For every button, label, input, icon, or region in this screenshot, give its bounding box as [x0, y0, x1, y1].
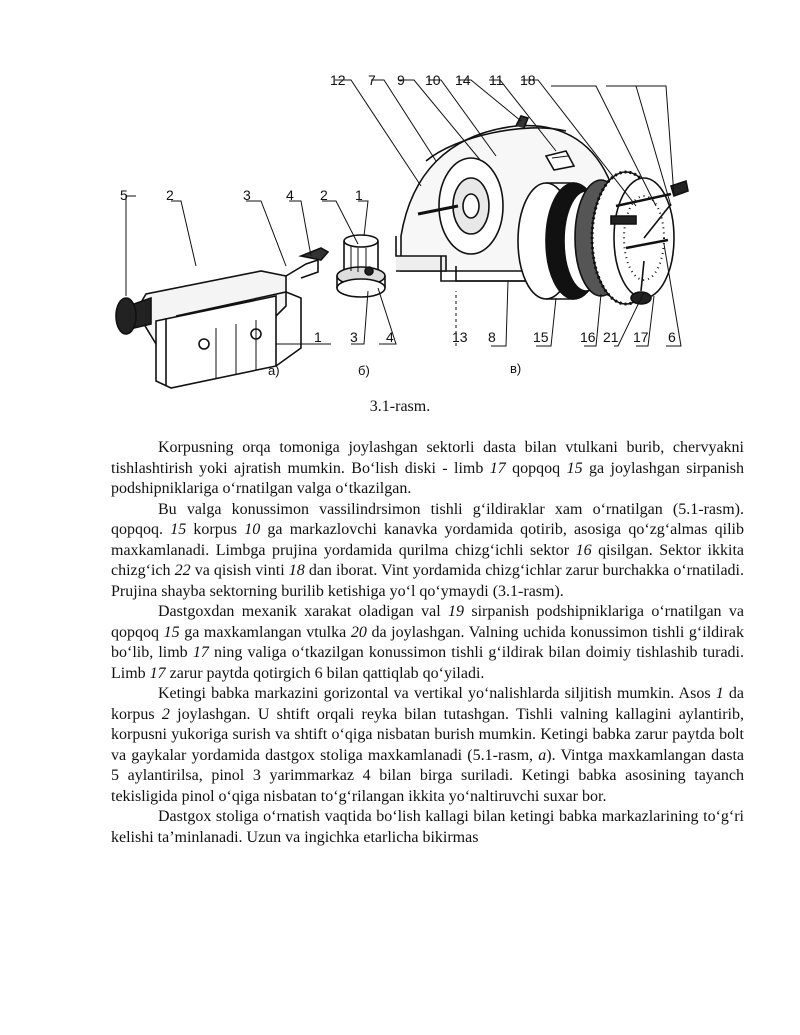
text-run: Korpusning orqa tomoniga joylashgan sektorli dasta bilan vtulkani burib, chervyakni tishlashtirish yoki ajratish mumkin. Bo‘lish diski - limb — [111, 439, 744, 477]
figure-label-a-5: 5 — [120, 187, 128, 203]
figure-label-a-3: 3 — [243, 187, 251, 203]
figure-label-10: 10 — [425, 72, 441, 88]
figure-label-c-16: 16 — [580, 329, 596, 345]
italic-reference: 22 — [174, 562, 191, 579]
italic-reference: 10 — [244, 521, 261, 538]
italic-reference: 18 — [288, 562, 305, 579]
text-run: korpus — [186, 521, 245, 538]
text-run: Dastgox stoliga o‘rnatish vaqtida bo‘lish kallagi bilan ketingi babka markazlarining to‘g‘ri kelishi ta’minlanadi. Uzun va ingichka etarlicha bikirmas — [111, 808, 744, 846]
figure-label-b-3: 3 — [350, 329, 358, 345]
figure-label-c-13: 13 — [452, 329, 468, 345]
text-run: qisilgan. Sektor ikkita chizg‘ich — [111, 541, 744, 579]
italic-reference: 16 — [575, 541, 592, 559]
paragraph — [111, 438, 744, 500]
text-run: Dastgoxdan mexanik xarakat oladigan val — [158, 603, 448, 620]
figure-label-7: 7 — [368, 72, 376, 88]
figure-label-a-1: 1 — [314, 329, 322, 345]
figure-label-a-2: 2 — [166, 187, 174, 203]
text-run: da joylashgan. Valning uchida konussimon tishli g‘ildirak bo‘lib, limb — [111, 623, 745, 661]
figure-label-c-6: 6 — [668, 329, 676, 345]
figure-label-9: 9 — [397, 72, 405, 88]
figure-label-c-8: 8 — [488, 329, 496, 345]
figure-drawing — [96, 66, 716, 400]
italic-reference: 17 — [149, 664, 166, 682]
figure-label-b-2: 2 — [320, 187, 328, 203]
text-run: joylashgan. U shtift orqali reyka bilan tutashgan. Tishli valning kallagini aylantirib, korpusni yukoriga surish va shtift o‘qiga nisbatan burish mumkin. Ketingi babka zarur paytda bolt va gaykalar yordamida dastgox stoliga maxkamlanadi (5.1-rasm, — [111, 705, 745, 764]
subfigure-label-c: в) — [510, 361, 522, 376]
italic-reference: 17 — [192, 644, 209, 661]
paragraph — [111, 500, 744, 603]
text-run: ga joylashgan sirpanish podshipniklariga o‘rnatilgan valga o‘tkazilgan. — [111, 459, 744, 497]
text-run: ga maxkamlangan vtulka — [179, 623, 351, 641]
text-run: va qisish vinti — [190, 562, 289, 579]
figure-label-c-17: 17 — [633, 329, 649, 345]
italic-reference: 1 — [715, 685, 724, 702]
subfigure-label-a: a) — [268, 363, 280, 378]
text-run: ga markazlovchi kanavka yordamida qotirib, asosiga qo‘zg‘almas qilib maxkamlanadi. Limbga prujina yordamida qurilma chizg‘ichli sektor — [111, 521, 744, 559]
paragraph — [111, 602, 744, 684]
italic-reference: 15 — [170, 521, 187, 538]
italic-reference: 15 — [163, 623, 180, 641]
italic-reference: a — [538, 746, 547, 764]
technical-figure — [96, 66, 716, 400]
paragraph — [111, 807, 744, 848]
figure-label-12: 12 — [330, 72, 346, 88]
text-run: Bu valga konussimon vassilindrsimon tishli g‘ildiraklar xam o‘rnatilgan (5.1-rasm). qopqoq. — [111, 500, 744, 538]
italic-reference: 15 — [566, 459, 583, 477]
figure-label-18: 18 — [520, 72, 536, 88]
figure-label-b-4: 4 — [386, 329, 394, 345]
text-run: Ketingi babka markazini gorizontal va vertikal yo‘nalishlarda siljitish mumkin. Asos — [158, 685, 716, 702]
text-run: sirpanish podshipniklariga o‘rnatilgan va qopqoq — [111, 603, 745, 641]
text-run: da korpus — [111, 685, 744, 723]
figure-label-11: 11 — [489, 72, 504, 88]
subfigure-label-b: б) — [358, 363, 370, 378]
text-run: ning valiga o‘tkazilgan konussimon tishli g‘ildirak bilan doimiy tishlashib turadi. Limb — [111, 644, 744, 682]
figure-label-a-4: 4 — [286, 187, 294, 203]
text-run: ). Vintga maxkamlangan dasta 5 aylantirilsa, pinol 3 yarimmarkaz 4 bilan birga suriladi. Ketingi babka asosining tayanch tekisligida pinol o‘qiga nisbatan to‘g‘rilangan ikkita yo‘naltiruvchi suxar bor. — [111, 746, 745, 805]
italic-reference: 17 — [489, 459, 506, 477]
text-run: zarur paytda qotirgich 6 bilan qattiqlab qo‘yiladi. — [165, 664, 485, 682]
text-run: qopqoq — [505, 459, 567, 477]
figure-label-14: 14 — [455, 72, 471, 88]
text-run: dan iborat. Vint yordamida chizg‘ichlar zarur burchakka o‘rnatiladi. Prujina shayba sektorning burilib ketishiga yo‘l qo‘ymaydi (3.1-rasm). — [111, 562, 744, 600]
figure-label-c-15: 15 — [533, 329, 549, 345]
paragraph — [111, 684, 744, 807]
italic-reference: 19 — [448, 603, 464, 620]
body-text — [111, 438, 744, 848]
italic-reference: 2 — [161, 705, 170, 723]
figure-label-b-1: 1 — [355, 187, 363, 203]
italic-reference: 20 — [350, 623, 367, 641]
figure-caption: 3.1-rasm. — [369, 398, 431, 415]
figure-label-c-21: 21 — [603, 329, 619, 345]
